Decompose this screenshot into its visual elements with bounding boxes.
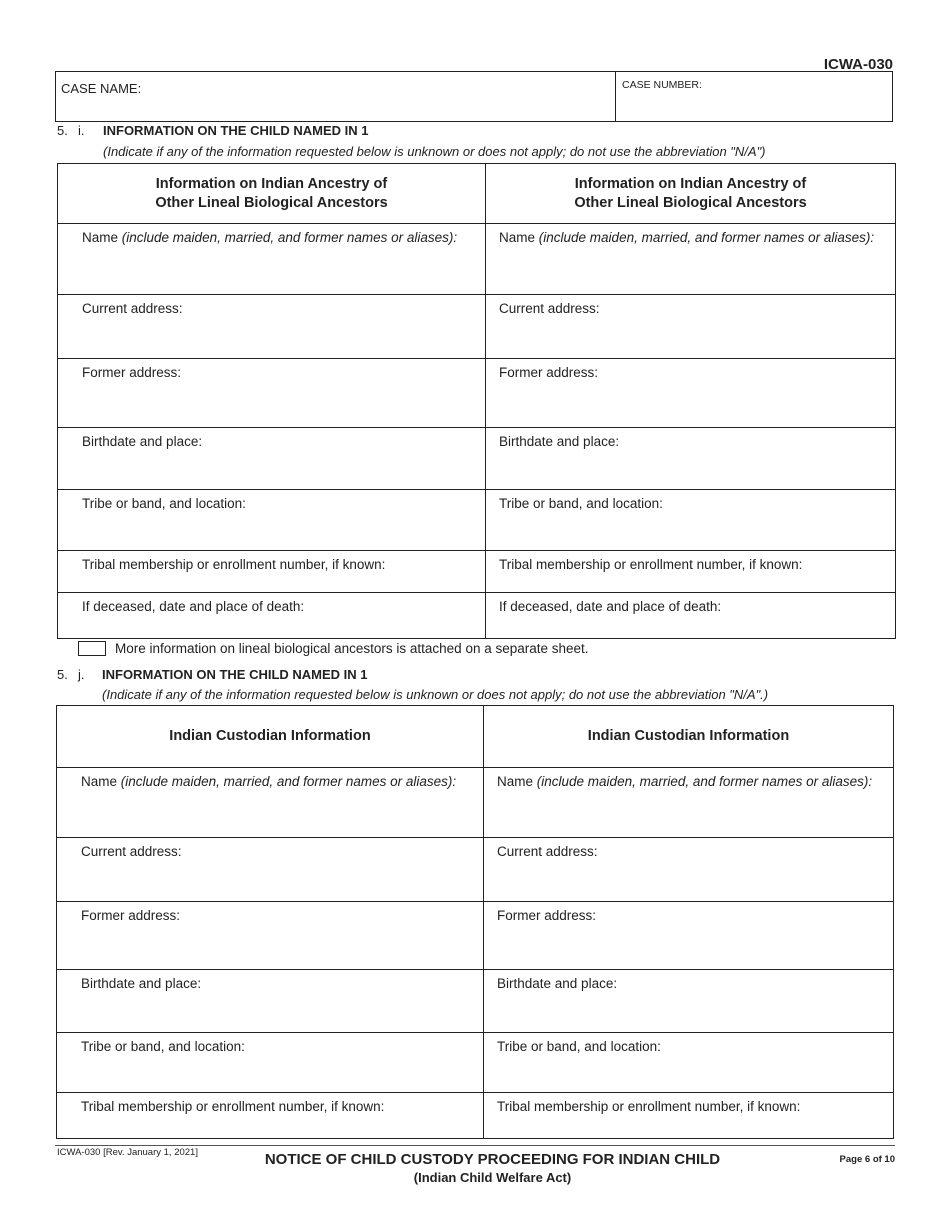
section-j-number: 5. — [57, 667, 68, 682]
form-id: ICWA-030 — [823, 56, 893, 73]
name-label: Name (include maiden, married, and former names or aliases): — [499, 230, 875, 245]
ancestor1-enrollment-field[interactable]: Tribal membership or enrollment number, if known: — [58, 551, 486, 593]
header-line-2: Other Lineal Biological Ancestors — [155, 194, 388, 211]
attachment-checkbox[interactable] — [78, 641, 106, 656]
footer-revision: ICWA-030 [Rev. January 1, 2021] — [57, 1147, 198, 1158]
custodian1-enrollment-field[interactable]: Tribal membership or enrollment number, if known: — [57, 1093, 484, 1139]
ancestor2-current-address-field[interactable]: Current address: — [486, 295, 896, 359]
page-number: Page 6 of 10 — [839, 1154, 895, 1165]
ancestor1-former-address-field[interactable]: Former address: — [58, 359, 486, 428]
ancestor1-current-address-field[interactable]: Current address: — [58, 295, 486, 359]
header-line-1: Information on Indian Ancestry of — [574, 175, 807, 192]
section-i-number: 5. — [57, 123, 68, 138]
footer-subtitle: (Indian Child Welfare Act) — [413, 1170, 572, 1185]
custodian2-birthdate-field[interactable]: Birthdate and place: — [484, 970, 894, 1033]
section-j-note: (Indicate if any of the information requested below is unknown or does not apply; do not use the abbreviation "N/A".) — [102, 687, 769, 702]
ancestor2-former-address-field[interactable]: Former address: — [486, 359, 896, 428]
ancestor1-tribe-field[interactable]: Tribe or band, and location: — [58, 490, 486, 551]
custodian1-birthdate-field[interactable]: Birthdate and place: — [57, 970, 484, 1033]
custodian1-name-field[interactable] — [57, 768, 484, 838]
custodian1-current-address-field[interactable]: Current address: — [57, 838, 484, 902]
ancestor1-death-field[interactable]: If deceased, date and place of death: — [58, 593, 486, 639]
ancestry-header-right — [486, 164, 896, 224]
section-j-title: INFORMATION ON THE CHILD NAMED IN 1 — [102, 667, 368, 682]
ancestry-header-left — [58, 164, 486, 224]
case-divider — [615, 72, 616, 121]
custodian2-former-address-field[interactable]: Former address: — [484, 902, 894, 970]
custodian1-tribe-field[interactable]: Tribe or band, and location: — [57, 1033, 484, 1093]
case-name-field[interactable]: CASE NAME: — [61, 81, 142, 96]
section-j-letter: j. — [78, 667, 85, 682]
custodian-table — [56, 705, 894, 1139]
section-i-letter: i. — [78, 123, 85, 138]
custodian2-enrollment-field[interactable]: Tribal membership or enrollment number, if known: — [484, 1093, 894, 1139]
ancestor2-death-field[interactable]: If deceased, date and place of death: — [486, 593, 896, 639]
ancestor2-tribe-field[interactable]: Tribe or band, and location: — [486, 490, 896, 551]
header-line-2: Other Lineal Biological Ancestors — [574, 194, 807, 211]
header-line-1: Information on Indian Ancestry of — [155, 175, 388, 192]
ancestor1-name-field[interactable] — [58, 224, 486, 295]
attachment-checkbox-label: More information on lineal biological ancestors is attached on a separate sheet. — [115, 641, 589, 656]
case-number-field[interactable]: CASE NUMBER: — [622, 79, 702, 91]
ancestor2-name-field[interactable] — [486, 224, 896, 295]
ancestor1-birthdate-field[interactable]: Birthdate and place: — [58, 428, 486, 490]
section-i-title: INFORMATION ON THE CHILD NAMED IN 1 — [103, 123, 369, 138]
custodian-header-left: Indian Custodian Information — [57, 706, 484, 768]
custodian2-current-address-field[interactable]: Current address: — [484, 838, 894, 902]
ancestry-table — [57, 163, 896, 639]
footer-title: NOTICE OF CHILD CUSTODY PROCEEDING FOR INDIAN CHILD — [264, 1151, 721, 1168]
section-i-note: (Indicate if any of the information requested below is unknown or does not apply; do not use the abbreviation "N/A") — [103, 144, 766, 159]
custodian2-name-field[interactable] — [484, 768, 894, 838]
name-label: Name (include maiden, married, and former names or aliases): — [81, 774, 457, 789]
custodian2-tribe-field[interactable]: Tribe or band, and location: — [484, 1033, 894, 1093]
name-label: Name (include maiden, married, and former names or aliases): — [497, 774, 873, 789]
case-info-box — [55, 71, 893, 122]
name-label: Name (include maiden, married, and former names or aliases): — [82, 230, 458, 245]
custodian-header-right: Indian Custodian Information — [484, 706, 894, 768]
ancestor2-enrollment-field[interactable]: Tribal membership or enrollment number, if known: — [486, 551, 896, 593]
custodian1-former-address-field[interactable]: Former address: — [57, 902, 484, 970]
ancestor2-birthdate-field[interactable]: Birthdate and place: — [486, 428, 896, 490]
footer-rule — [55, 1145, 895, 1146]
